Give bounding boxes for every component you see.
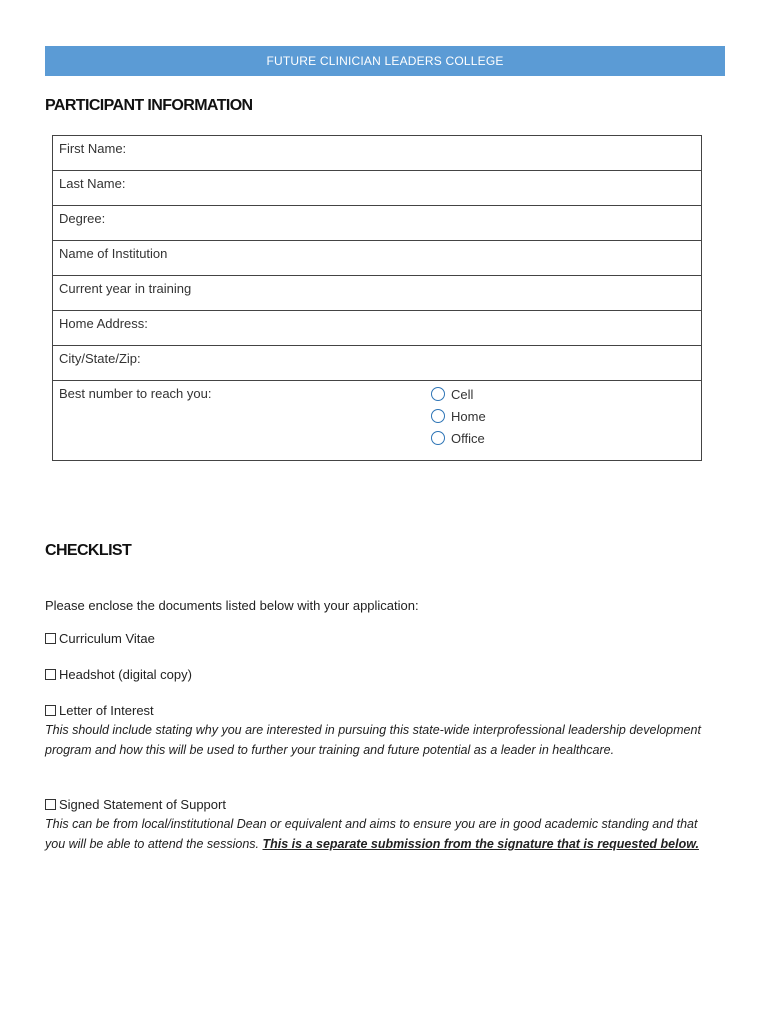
phone-radio-group xyxy=(431,383,486,449)
checklist-label: Headshot (digital copy) xyxy=(59,667,192,682)
participant-form xyxy=(52,135,702,461)
support-note-emphasis: This is a separate submission from the signature that is requested below. xyxy=(262,836,699,851)
checkbox-icon[interactable] xyxy=(45,669,56,680)
phone-label: Best number to reach you: xyxy=(59,386,212,401)
home-address-field[interactable] xyxy=(53,311,701,346)
radio-circle-icon[interactable] xyxy=(431,409,445,423)
field-label: Last Name: xyxy=(59,176,126,191)
institution-field[interactable] xyxy=(53,241,701,276)
checklist-item-support[interactable] xyxy=(45,797,226,812)
field-label: Degree: xyxy=(59,211,106,226)
radio-label: Home xyxy=(451,408,486,424)
radio-label: Office xyxy=(451,430,485,446)
first-name-field[interactable] xyxy=(53,136,701,171)
checkbox-icon[interactable] xyxy=(45,633,56,644)
radio-option-cell[interactable] xyxy=(431,383,486,405)
checkbox-icon[interactable] xyxy=(45,799,56,810)
radio-circle-icon[interactable] xyxy=(431,387,445,401)
banner-title: FUTURE CLINICIAN LEADERS COLLEGE xyxy=(266,54,504,68)
checklist-intro: Please enclose the documents listed below with your application: xyxy=(45,598,419,613)
checkbox-icon[interactable] xyxy=(45,705,56,716)
field-label: Current year in training xyxy=(59,281,192,296)
field-label: City/State/Zip: xyxy=(59,351,141,366)
radio-label: Cell xyxy=(451,386,474,402)
city-state-zip-field[interactable] xyxy=(53,346,701,381)
last-name-field[interactable] xyxy=(53,171,701,206)
letter-note: This should include stating why you are interested in pursuing this state-wide interprofessional leadership development program and how this will be used to further your training and future potential as a leader in healthcare. xyxy=(45,723,701,757)
radio-option-office[interactable] xyxy=(431,427,486,449)
college-banner xyxy=(45,46,725,76)
checklist-label: Curriculum Vitae xyxy=(59,631,155,646)
checklist-item-letter[interactable] xyxy=(45,703,154,718)
field-label: Name of Institution xyxy=(59,246,168,261)
participant-heading: PARTICIPANT INFORMATION xyxy=(45,97,253,114)
support-note-text: This can be from local/institutional Dean or equivalent and aims to ensure you are in good academic standing and that you will be able to attend the sessions. xyxy=(45,817,698,851)
checklist-label: Letter of Interest xyxy=(59,703,154,718)
checklist-label: Signed Statement of Support xyxy=(59,797,226,812)
checklist-heading: CHECKLIST xyxy=(45,542,132,559)
checklist-item-headshot[interactable] xyxy=(45,667,192,682)
support-note xyxy=(45,815,715,854)
degree-field[interactable] xyxy=(53,206,701,241)
radio-circle-icon[interactable] xyxy=(431,431,445,445)
field-label: First Name: xyxy=(59,141,127,156)
training-year-field[interactable] xyxy=(53,276,701,311)
checklist-item-cv[interactable] xyxy=(45,631,155,646)
phone-preference-row xyxy=(53,381,701,460)
radio-option-home[interactable] xyxy=(431,405,486,427)
field-label: Home Address: xyxy=(59,316,148,331)
